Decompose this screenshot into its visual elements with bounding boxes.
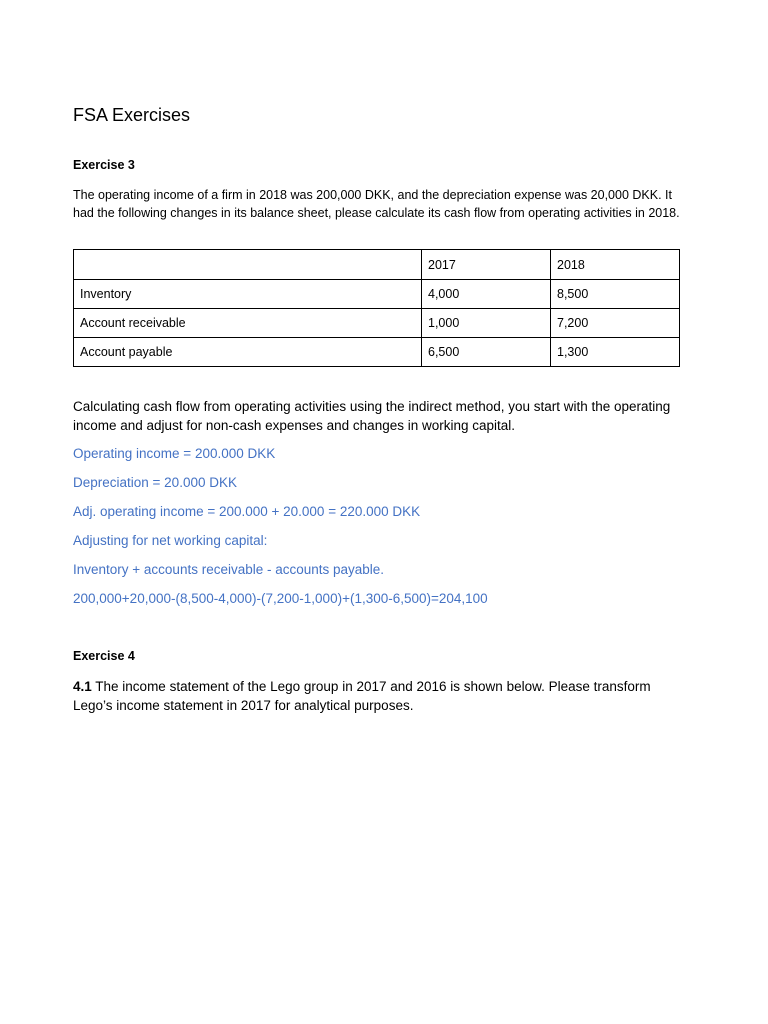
exercise-4-heading: Exercise 4 <box>73 649 135 663</box>
answer-line: Depreciation = 20.000 DKK <box>73 475 237 490</box>
exercise-4-1-text <box>73 677 693 715</box>
table-row <box>74 338 680 367</box>
table-header-cell: 2018 <box>551 250 680 280</box>
exercise-4-1-body: The income statement of the Lego group in 2017 and 2016 is shown below. Please transform Lego’s income statement in 2017 for analytical purposes. <box>73 679 651 713</box>
table-cell: 8,500 <box>551 280 680 309</box>
table-cell: Inventory <box>74 280 422 309</box>
table-header-row <box>74 250 680 280</box>
exercise-3-intro: The operating income of a firm in 2018 was 200,000 DKK, and the depreciation expense was 20,000 DKK. It had the following changes in its balance sheet, please calculate its cash flow from operating activities in 2018. <box>73 188 680 220</box>
balance-sheet-table <box>73 249 680 367</box>
table-cell: Account receivable <box>74 309 422 338</box>
exercise-3-heading: Exercise 3 <box>73 158 135 172</box>
table-cell: Account payable <box>74 338 422 367</box>
document-title: FSA Exercises <box>73 105 191 125</box>
table-cell: 7,200 <box>551 309 680 338</box>
table-header-cell: 2017 <box>422 250 551 280</box>
answer-line: 200,000+20,000-(8,500-4,000)-(7,200-1,000)+(1,300-6,500)=204,100 <box>73 591 488 606</box>
table-cell: 4,000 <box>422 280 551 309</box>
table-cell: 1,300 <box>551 338 680 367</box>
table-row <box>74 280 680 309</box>
calculation-intro: Calculating cash flow from operating activities using the indirect method, you start with the operating income and adjust for non-cash expenses and changes in working capital. <box>73 399 671 433</box>
table-row <box>74 309 680 338</box>
table-header-cell <box>74 250 422 280</box>
answer-line: Inventory + accounts receivable - accounts payable. <box>73 562 385 577</box>
table-cell: 1,000 <box>422 309 551 338</box>
answer-line: Adj. operating income = 200.000 + 20.000 = 220.000 DKK <box>73 504 421 519</box>
answer-line: Adjusting for net working capital: <box>73 533 268 548</box>
exercise-4-1-label: 4.1 <box>73 679 92 694</box>
table-cell: 6,500 <box>422 338 551 367</box>
answer-line: Operating income = 200.000 DKK <box>73 446 276 461</box>
